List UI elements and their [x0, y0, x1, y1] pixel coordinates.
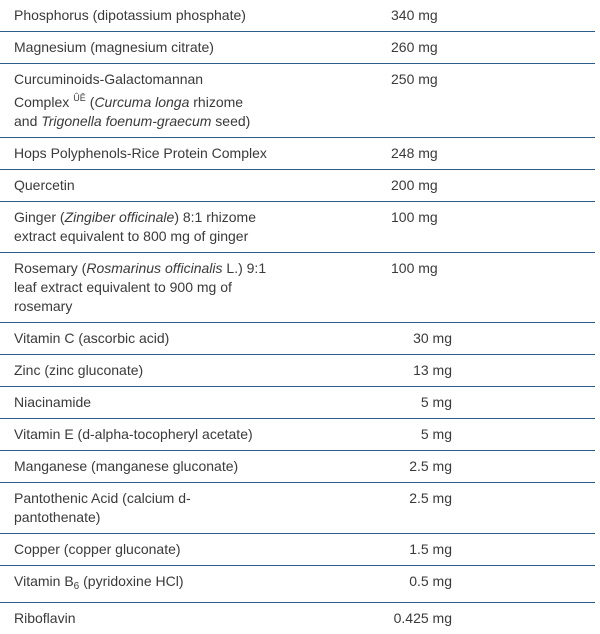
table-row — [0, 323, 595, 355]
table-row — [0, 534, 595, 566]
ingredient-amount: 100 mg — [391, 209, 438, 225]
table-row — [0, 603, 595, 634]
table-row — [0, 566, 595, 603]
ingredient-amount: 13 mg — [413, 362, 452, 378]
ingredient-amount: 248 mg — [391, 145, 438, 161]
table-row — [0, 419, 595, 451]
ingredient-amount: 30 mg — [413, 330, 452, 346]
ingredient-amount: 200 mg — [391, 177, 438, 193]
table-row — [0, 387, 595, 419]
ingredient-amount: 5 mg — [420, 426, 452, 442]
table-row — [0, 64, 595, 138]
table-row — [0, 253, 595, 323]
ingredient-amount: 0.5 mg — [409, 573, 452, 589]
ingredient-name: Curcuminoids-Galactomannan Complex $^{ÛÊ}$ (Curcuma longa rhizome and Trigonella foenum-graecum seed) — [14, 71, 251, 129]
ingredient-name: Pantothenic Acid (calcium d- pantothenate) — [14, 490, 191, 525]
ingredient-name: Manganese (manganese gluconate) — [14, 458, 239, 474]
table-row — [0, 0, 595, 32]
ingredient-name: Phosphorus (dipotassium phosphate) — [14, 7, 246, 23]
table-row — [0, 355, 595, 387]
ingredient-name: Riboflavin — [14, 610, 76, 626]
trademark-mark: ÛÊ — [73, 93, 86, 103]
ingredient-name: Magnesium (magnesium citrate) — [14, 39, 214, 55]
table-row — [0, 170, 595, 202]
ingredient-name: Copper (copper gluconate) — [14, 541, 181, 557]
ingredient-amount: 1.5 mg — [409, 541, 452, 557]
table-row — [0, 451, 595, 483]
table-row — [0, 138, 595, 170]
ingredient-amount: 100 mg — [391, 260, 438, 276]
ingredient-name: Ginger (Zingiber officinale) 8:1 rhizome extract equivalent to 800 mg of ginger — [14, 209, 257, 244]
ingredient-amount: 2.5 mg — [409, 490, 452, 506]
ingredient-amount: 2.5 mg — [409, 458, 452, 474]
ingredient-amount: 250 mg — [391, 71, 438, 87]
ingredient-name: Vitamin C (ascorbic acid) — [14, 330, 170, 346]
ingredient-amount: 340 mg — [391, 7, 438, 23]
ingredient-name: Rosemary (Rosmarinus officinalis L.) 9:1 leaf extract equivalent to 900 mg of rosemary — [14, 260, 267, 314]
ingredient-name: Quercetin — [14, 177, 75, 193]
ingredient-name: Vitamin E (d-alpha-tocopheryl acetate) — [14, 426, 253, 442]
ingredient-name: Vitamin $B_6$ (pyridoxine HCl) — [14, 573, 184, 592]
table-row — [0, 483, 595, 534]
ingredient-name: Hops Polyphenols-Rice Protein Complex — [14, 145, 267, 161]
ingredient-amount: 0.425 mg — [393, 610, 452, 626]
ingredient-name: Niacinamide — [14, 394, 92, 410]
table-row — [0, 32, 595, 64]
ingredient-amount: 5 mg — [420, 394, 452, 410]
table-row — [0, 202, 595, 253]
ingredient-name: Zinc (zinc gluconate) — [14, 362, 144, 378]
ingredient-amount: 260 mg — [391, 39, 438, 55]
